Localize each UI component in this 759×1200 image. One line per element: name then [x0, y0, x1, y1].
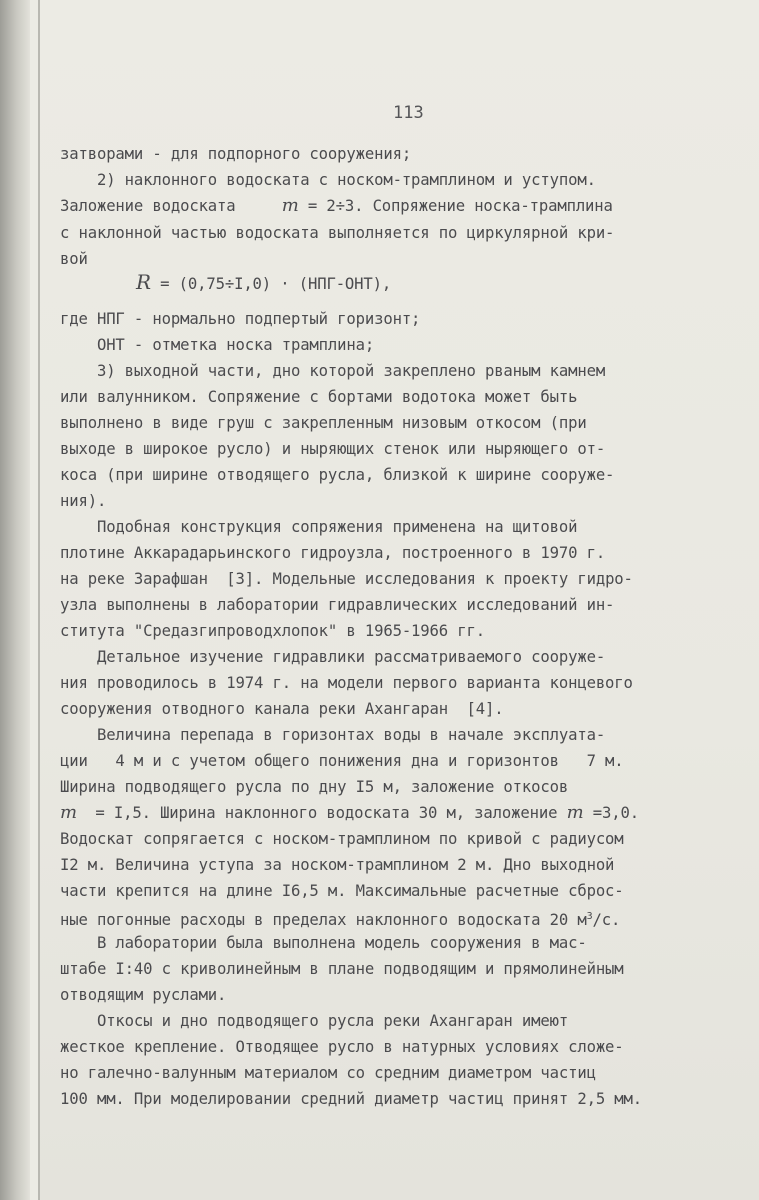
text-fragment: сооружения отводного канала реки Ахангаран	[60, 700, 449, 718]
formula-text: = (0,75÷I,0) · (НПГ-ОНТ),	[160, 275, 392, 293]
citation-ref: [4]	[466, 700, 495, 718]
text-line	[60, 803, 639, 823]
text-line: сооружения отводного канала реки Ахангаран [4].	[60, 700, 504, 718]
text-line: В лаборатории была выполнена модель сооружения в мас-	[60, 934, 587, 952]
superscript: 3	[586, 911, 593, 922]
formula-line	[136, 272, 391, 294]
text-line: 3) выходной части, дно которой закреплено рваным камнем	[60, 362, 606, 380]
text-line: выполнено в виде груш с закрепленным низовым откосом (при	[60, 414, 587, 432]
citation-ref: [3]	[226, 570, 255, 588]
text-fragment: Заложение водоската	[60, 197, 236, 215]
text-line: затворами - для подпорного сооружения;	[60, 145, 412, 163]
text-fragment: = I,5. Ширина наклонного водоската 30 м, заложение	[95, 804, 558, 822]
text-line: плотине Аккарадарьинского гидроузла, построенного в 1970 г.	[60, 544, 606, 562]
text-line: где НПГ - нормально подпертый горизонт;	[60, 310, 421, 328]
text-line: Подобная конструкция сопряжения применена на щитовой	[60, 518, 578, 536]
text-line: ститута "Средазгипроводхлопок" в 1965-1966 гг.	[60, 622, 485, 640]
text-line: но галечно-валунным материалом со средним диаметром частиц	[60, 1064, 596, 1082]
page-number: 113	[393, 103, 424, 123]
text-line: Водоскат сопрягается с носком-трамплином по кривой с радиусом	[60, 830, 624, 848]
math-symbol-m: m	[60, 802, 77, 823]
text-line: части крепится на длине I6,5 м. Максимальные расчетные сброс-	[60, 882, 624, 900]
text-line: Величина перепада в горизонтах воды в начале эксплуата-	[60, 726, 606, 744]
math-symbol-R: R	[136, 270, 151, 294]
text-line: I2 м. Величина уступа за носком-трамплином 2 м. Дно выходной	[60, 856, 615, 874]
text-fragment: ные погонные расходы в пределах наклонного водоската 20 м	[60, 911, 587, 929]
text-line: выходе в широкое русло) и ныряющих стенок или ныряющего от-	[60, 440, 606, 458]
text-line: Откосы и дно подводящего русла реки Ахангаран имеют	[60, 1012, 569, 1030]
text-line: жесткое крепление. Отводящее русло в натурных условиях сложе-	[60, 1038, 624, 1056]
text-line: Ширина подводящего русла по дну I5 м, заложение откосов	[60, 778, 569, 796]
text-fragment: на реке Зарафшан	[60, 570, 208, 588]
text-line: 2) наклонного водоската с носком-трамплином и уступом.	[60, 171, 596, 189]
text-line: с наклонной частью водоската выполняется по циркулярной кри-	[60, 224, 615, 242]
text-line: узла выполнены в лаборатории гидравлических исследований ин-	[60, 596, 615, 614]
text-fragment: =3,0.	[592, 804, 639, 822]
text-line: ОНТ - отметка носка трамплина;	[60, 336, 375, 354]
text-line	[60, 907, 620, 930]
book-binding-shadow	[0, 0, 30, 1200]
typewritten-page	[40, 0, 759, 1200]
text-line: ции 4 м и с учетом общего понижения дна и горизонтов 7 м.	[60, 752, 624, 770]
text-line	[60, 569, 633, 589]
text-line: отводящим руслами.	[60, 986, 227, 1004]
text-fragment: = 2÷3. Сопряжение носка-трамплина	[307, 197, 613, 215]
math-symbol-m: m	[281, 195, 299, 216]
text-line: коса (при ширине отводящего русла, близкой к ширине сооруже-	[60, 466, 615, 484]
text-line: 100 мм. При моделировании средний диаметр частиц принят 2,5 мм.	[60, 1090, 643, 1108]
text-line: вой	[60, 250, 88, 268]
text-fragment: /с.	[592, 911, 621, 929]
text-line: штабе I:40 с криволинейным в плане подводящим и прямолинейным	[60, 960, 624, 978]
text-line: Детальное изучение гидравлики рассматриваемого сооруже-	[60, 648, 606, 666]
text-line: ния проводилось в 1974 г. на модели первого варианта концевого	[60, 674, 633, 692]
text-line: ния).	[60, 492, 107, 510]
text-line: или валунником. Сопряжение с бортами водотока может быть	[60, 388, 578, 406]
text-line	[60, 196, 613, 216]
math-symbol-m: m	[566, 802, 584, 823]
text-fragment: . Модельные исследования к проекту гидро-	[254, 570, 633, 588]
